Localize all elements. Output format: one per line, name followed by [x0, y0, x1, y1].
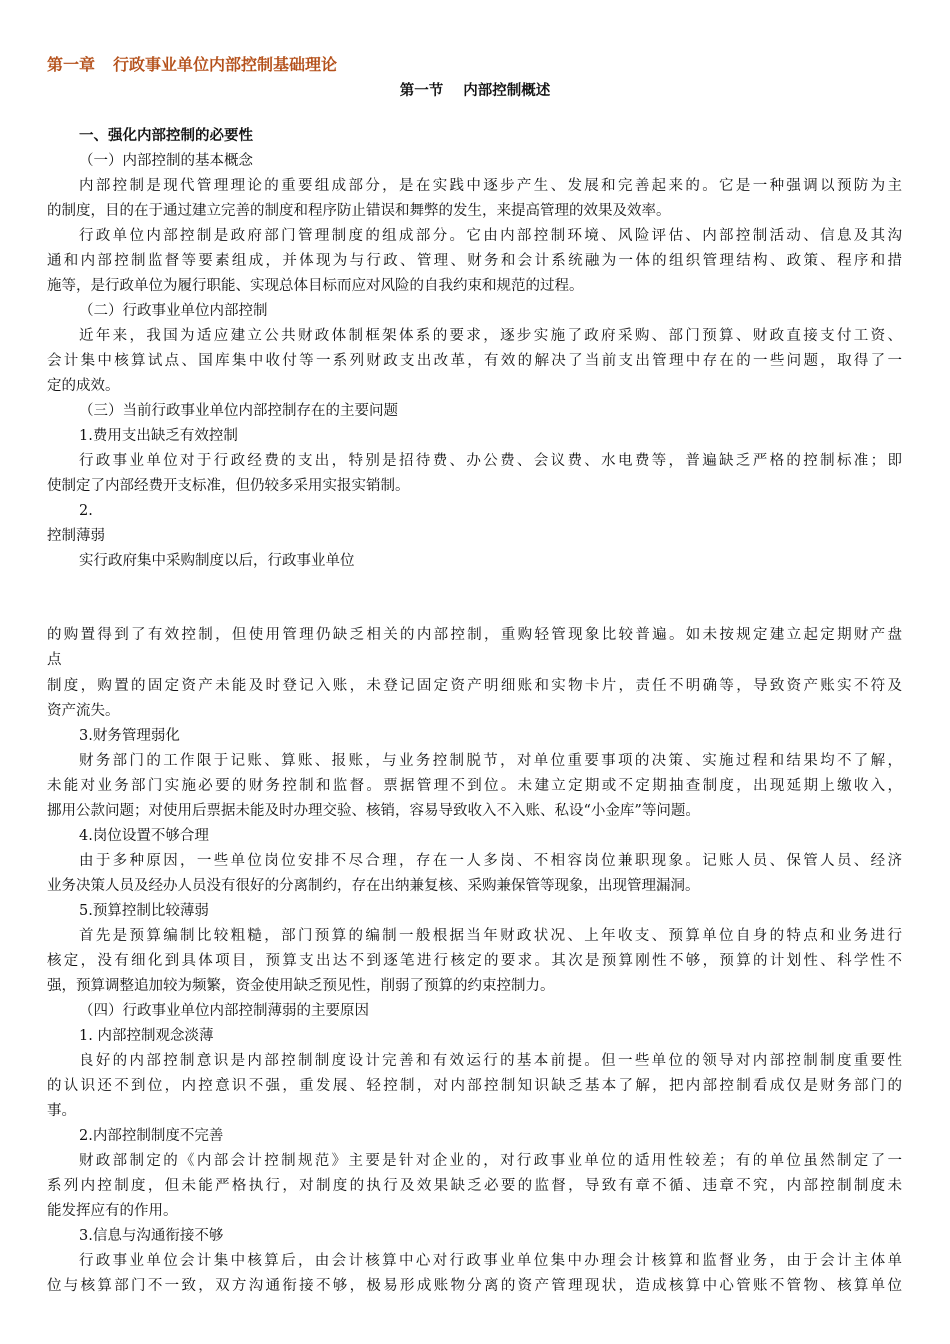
numbered-heading: 4.岗位设置不够合理: [79, 828, 209, 844]
paragraph-line: 点: [47, 652, 62, 668]
subheading: （一）内部控制的基本概念: [79, 153, 253, 169]
numbered-heading: 2.内部控制制度不完善: [79, 1128, 224, 1144]
paragraph-line: 实行政府集中采购制度以后，行政事业单位: [79, 553, 355, 569]
paragraph-line: 控制薄弱: [47, 528, 105, 544]
paragraph-line: 近年来，我国为适应建立公共财政体制框架体系的要求，逐步实施了政府采购、部门预算、财政直接支付工资、: [79, 328, 902, 344]
paragraph-line: 的认识还不到位，内控意识不强，重发展、轻控制，对内部控制知识缺乏基本了解，把内部控制看成仅是财务部门的: [47, 1078, 902, 1094]
numbered-heading: 5.预算控制比较薄弱: [79, 903, 209, 919]
paragraph-line: 良好的内部控制意识是内部控制制度设计完善和有效运行的基本前提。但一些单位的领导对内部控制制度重要性: [79, 1053, 902, 1069]
paragraph-line: 施等，是行政单位为履行职能、实现总体目标而应对风险的自我约束和规范的过程。: [47, 278, 584, 294]
paragraph-line: 行政事业单位对于行政经费的支出，特别是招待费、办公费、会议费、水电费等，普遍缺乏严格的控制标准；即: [79, 453, 902, 469]
section-title: 内部控制概述: [463, 83, 551, 99]
paragraph-line: 位与核算部门不一致，双方沟通衔接不够，极易形成账物分离的资产管理现状，造成核算中心管账不管物、核算单位: [47, 1278, 902, 1294]
numbered-heading: 3.信息与沟通衔接不够: [79, 1228, 224, 1244]
paragraph-line: 业务决策人员及经办人员没有很好的分离制约，存在出纳兼复核、采购兼保管等现象，出现管理漏洞。: [47, 878, 700, 894]
paragraph-line: 制度，购置的固定资产未能及时登记入账，未登记固定资产明细账和实物卡片，责任不明确等，导致资产账实不符及: [47, 678, 902, 694]
paragraph-line: 挪用公款问题；对使用后票据未能及时办理交验、核销，容易导致收入不入账、私设“小金库”等问题。: [47, 803, 700, 819]
chapter-title: 行政事业单位内部控制基础理论: [113, 55, 338, 74]
paragraph-line: 系列内控制度，但未能严格执行，对制度的执行及效果缺乏必要的监督，导致有章不循、违章不究，内部控制制度未: [47, 1178, 902, 1194]
section-heading: [0, 79, 950, 100]
paragraph-line: 资产流失。: [47, 703, 120, 719]
paragraph-line: 内部控制是现代管理理论的重要组成部分，是在实践中逐步产生、发展和完善起来的。它是一种强调以预防为主: [79, 178, 902, 194]
paragraph-line: 会计集中核算试点、国库集中收付等一系列财政支出改革，有效的解决了当前支出管理中存在的一些问题，取得了一: [47, 353, 902, 369]
numbered-heading: 2.: [79, 503, 93, 519]
paragraph-line: 的制度，目的在于通过建立完善的制度和程序防止错误和舞弊的发生，来提高管理的效果及效率。: [47, 203, 671, 219]
chapter-number: 第一章: [47, 55, 96, 74]
subheading: （四）行政事业单位内部控制薄弱的主要原因: [79, 1003, 369, 1019]
paragraph-line: 未能对业务部门实施必要的财务控制和监督。票据管理不到位。未建立定期或不定期抽查制度，出现延期上缴收入，: [47, 778, 902, 794]
paragraph-line: 由于多种原因，一些单位岗位安排不尽合理，存在一人多岗、不相容岗位兼职现象。记账人员、保管人员、经济: [79, 853, 902, 869]
paragraph-line: 行政单位内部控制是政府部门管理制度的组成部分。它由内部控制环境、风险评估、内部控制活动、信息及其沟: [79, 228, 902, 244]
paragraph-line: 能发挥应有的作用。: [47, 1203, 178, 1219]
heading-level-1: 一、强化内部控制的必要性: [79, 128, 253, 144]
numbered-heading: 1.费用支出缺乏有效控制: [79, 428, 238, 444]
numbered-heading: 1. 内部控制观念淡薄: [79, 1028, 214, 1044]
paragraph-line: 的购置得到了有效控制，但使用管理仍缺乏相关的内部控制，重购轻管现象比较普遍。如未按规定建立起定期财产盘: [47, 627, 902, 643]
paragraph-line: 通和内部控制监督等要素组成，并体现为与行政、管理、财务和会计系统融为一体的组织管理结构、政策、程序和措: [47, 253, 902, 269]
paragraph-line: 使制定了内部经费开支标准，但仍较多采用实报实销制。: [47, 478, 410, 494]
paragraph-line: 行政事业单位会计集中核算后，由会计核算中心对行政事业单位集中办理会计核算和监督业务，由于会计主体单: [79, 1253, 902, 1269]
paragraph-line: 核定，没有细化到具体项目，预算支出达不到逐笔进行核定的要求。其次是预算刚性不够，预算的计划性、科学性不: [47, 953, 902, 969]
chapter-heading: [47, 52, 337, 75]
section-number: 第一节: [399, 83, 444, 99]
paragraph-line: 强，预算调整追加较为频繁，资金使用缺乏预见性，削弱了预算的约束控制力。: [47, 978, 555, 994]
paragraph-line: 财务部门的工作限于记账、算账、报账，与业务控制脱节，对单位重要事项的决策、实施过程和结果均不了解，: [79, 753, 902, 769]
paragraph-line: 定的成效。: [47, 378, 120, 394]
subheading: （二）行政事业单位内部控制: [79, 303, 268, 319]
paragraph-line: 首先是预算编制比较粗糙，部门预算的编制一般根据当年财政状况、上年收支、预算单位自身的特点和业务进行: [79, 928, 902, 944]
subheading: （三）当前行政事业单位内部控制存在的主要问题: [79, 403, 398, 419]
numbered-heading: 3.财务管理弱化: [79, 728, 180, 744]
paragraph-line: 财政部制定的《内部会计控制规范》主要是针对企业的，对行政事业单位的适用性较差；有的单位虽然制定了一: [79, 1153, 902, 1169]
paragraph-line: 事。: [47, 1103, 76, 1119]
